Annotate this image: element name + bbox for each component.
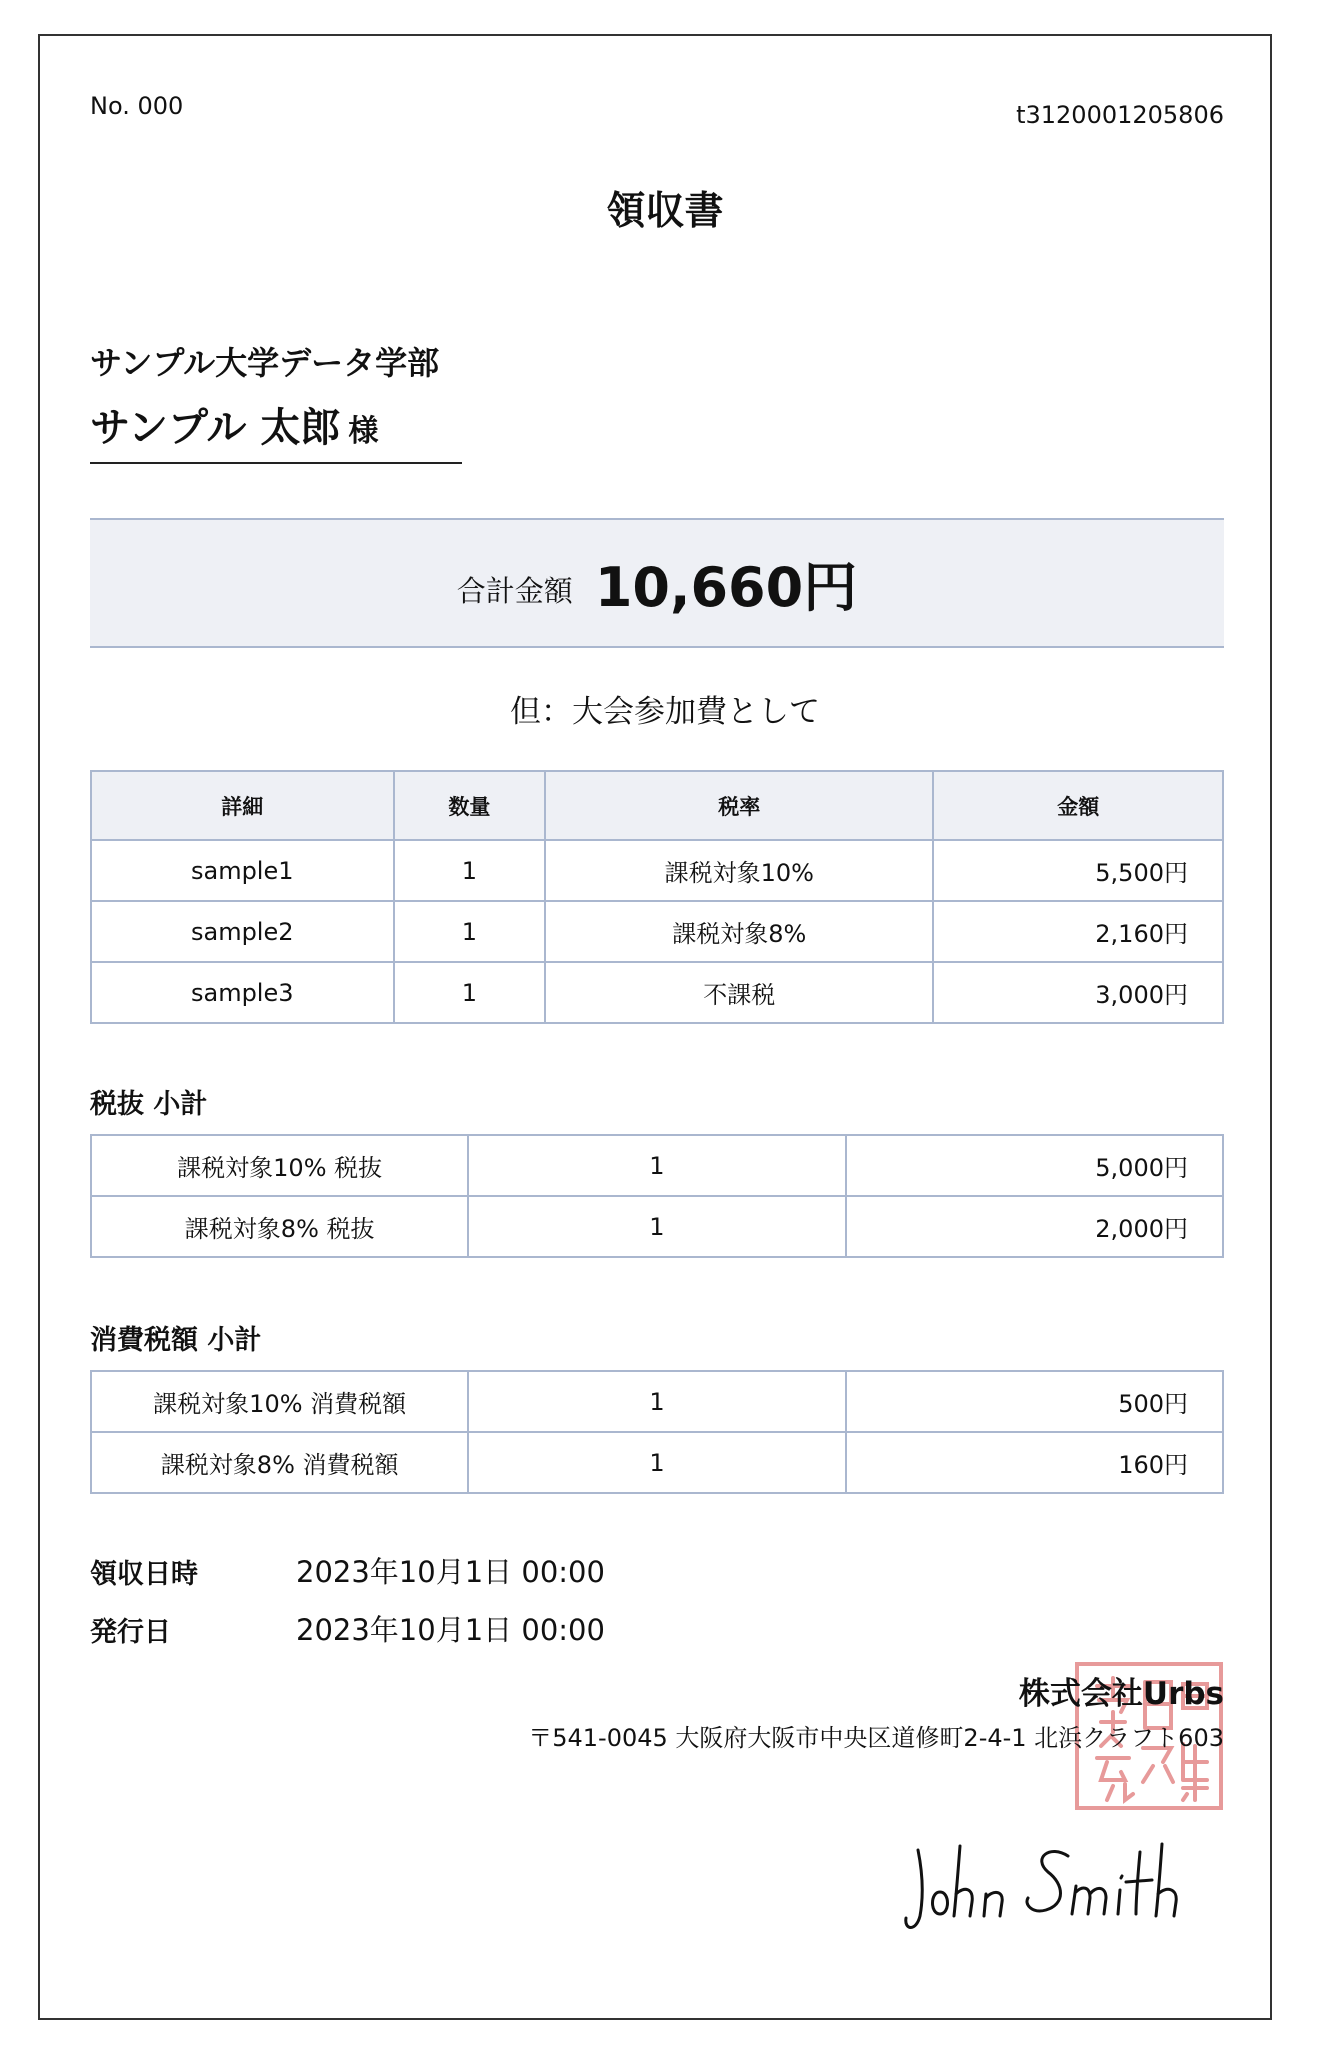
signature-graphic [900,1832,1230,1942]
table-row [91,901,1223,962]
subtotal-name-cell: 課税対象10% 税抜 [91,1135,468,1196]
recipient-name: サンプル 太郎 [90,405,341,451]
item-cell: sample1 [91,840,394,901]
amount-cell: 3,000円 [933,962,1223,1023]
handwritten-signature [900,1832,1230,1946]
column-header: 金額 [933,771,1223,840]
table-row [91,840,1223,901]
table-row [91,1196,1223,1257]
total-amount-box [90,518,1224,648]
tax-qty-cell: 1 [468,1371,845,1432]
column-header: 詳細 [91,771,394,840]
subtotal-name-cell: 課税対象8% 税抜 [91,1196,468,1257]
amount-cell: 5,500円 [933,840,1223,901]
column-header: 税率 [545,771,933,840]
qty-cell: 1 [394,840,546,901]
tax-name-cell: 課税対象10% 消費税額 [91,1371,468,1432]
table-row [91,1371,1223,1432]
recipient-organization: サンプル大学データ学部 [90,344,440,382]
column-header: 数量 [394,771,546,840]
received-date-label: 領収日時 [90,1559,198,1590]
tax-amount-cell: 160円 [846,1432,1223,1493]
company-address: 〒541-0045 大阪府大阪市中央区道修町2-4-1 北浜クラフト603 [528,1724,1224,1752]
qty-cell: 1 [394,901,546,962]
subtotal-qty-cell: 1 [468,1135,845,1196]
table-row [91,962,1223,1023]
subtotal-amount-cell: 5,000円 [846,1135,1223,1196]
item-cell: sample3 [91,962,394,1023]
subtotal-qty-cell: 1 [468,1196,845,1257]
purpose-note: 但：大会参加費として [510,694,820,730]
subtotal-amount-cell: 2,000円 [846,1196,1223,1257]
subtotal-excl-tax-table [90,1134,1224,1258]
qty-cell: 1 [394,962,546,1023]
tax-qty-cell: 1 [468,1432,845,1493]
tax-name-cell: 課税対象8% 消費税額 [91,1432,468,1493]
company-name: 株式会社Urbs [1018,1676,1224,1712]
subtotal-tax-label: 消費税額 小計 [90,1325,262,1356]
tax-cell: 課税対象10% [545,840,933,901]
issued-date-label: 発行日 [90,1617,171,1648]
received-date-value: 2023年10月1日 00:00 [296,1555,605,1589]
tax-cell: 不課税 [545,962,933,1023]
registration-number: t3120001205806 [1016,101,1224,129]
total-label: 合計金額 [456,573,573,608]
receipt-number: No. 000 [90,92,184,120]
table-row [91,1432,1223,1493]
total-amount: 10,660円 [594,555,858,619]
amount-cell: 2,160円 [933,901,1223,962]
table-header-row [91,771,1223,840]
item-cell: sample2 [91,901,394,962]
table-row [91,1135,1223,1196]
subtotal-excl-tax-label: 税抜 小計 [90,1089,208,1120]
recipient-name-line [90,396,462,464]
document-title: 領収書 [606,189,724,234]
subtotal-tax-table [90,1370,1224,1494]
honorific: 様 [348,414,379,449]
tax-cell: 課税対象8% [545,901,933,962]
tax-amount-cell: 500円 [846,1371,1223,1432]
issued-date-value: 2023年10月1日 00:00 [296,1613,605,1647]
detail-table [90,770,1224,1024]
